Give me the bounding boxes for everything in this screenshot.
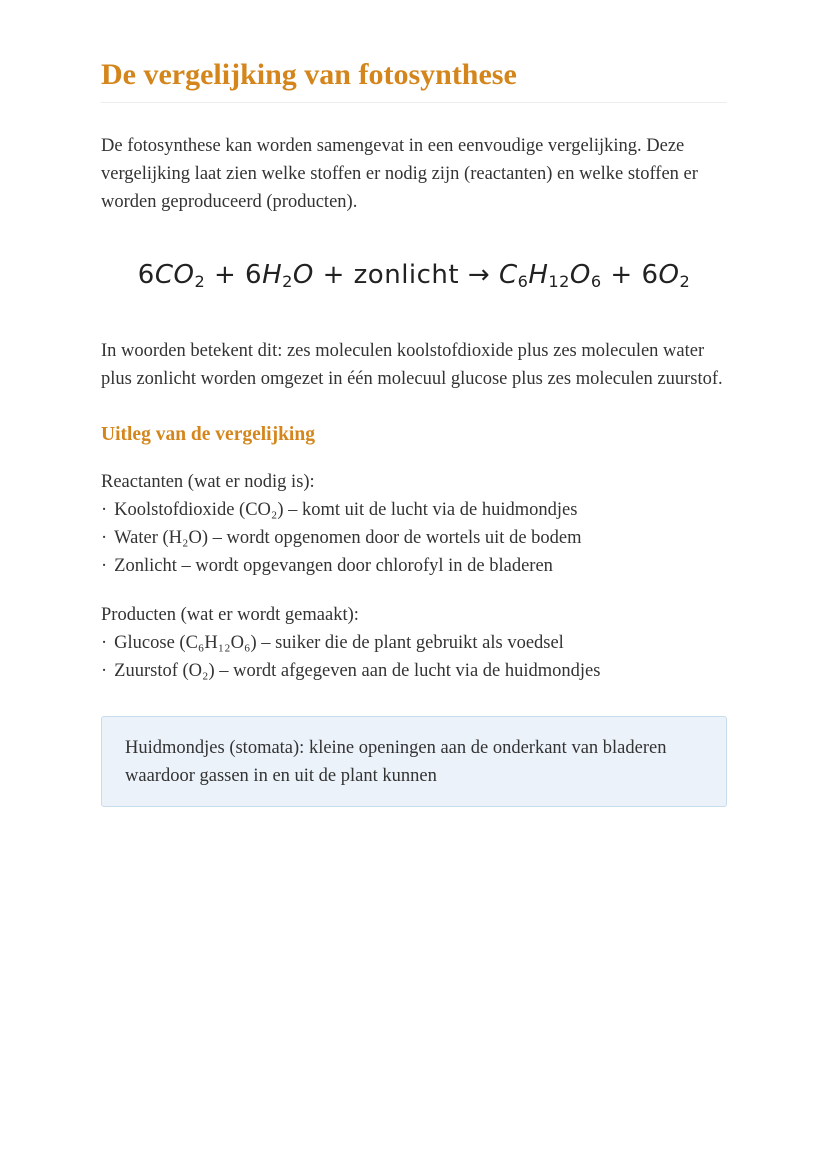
bullet-marker: ·	[101, 499, 108, 520]
products-group	[101, 601, 727, 685]
document-page	[101, 0, 727, 807]
section-heading: Uitleg van de vergelijking	[101, 423, 315, 445]
bullet-marker: ·	[101, 555, 108, 576]
products-list	[101, 629, 727, 685]
bullet-marker: ·	[101, 660, 108, 681]
products-lead: Producten (wat er wordt gemaakt):	[101, 604, 359, 625]
reactants-list	[101, 496, 727, 580]
list-item	[101, 496, 727, 524]
in-words-paragraph: In woorden betekent dit: zes moleculen koolstofdioxide plus zes moleculen water plus zonlicht worden omgezet in één molecuul glucose plus zes moleculen zuurstof.	[101, 340, 723, 389]
list-item-text: Koolstofdioxide (CO₂) – komt uit de lucht via de huidmondjes	[114, 499, 578, 520]
list-item-text: Water (H₂O) – wordt opgenomen door de wortels uit de bodem	[114, 527, 582, 548]
equation: $6CO_2 + 6H_2O$ + zonlicht → $C_6H_{12}O_6 + 6O_2$	[137, 259, 691, 291]
page-title: De vergelijking van fotosynthese	[101, 56, 727, 103]
note-box	[101, 716, 727, 807]
reactants-lead: Reactanten (wat er nodig is):	[101, 471, 315, 492]
intro-paragraph: De fotosynthese kan worden samengevat in een eenvoudige vergelijking. Deze vergelijking laat zien welke stoffen er nodig zijn (reactanten) en welke stoffen er worden geproduceerd (producten).	[101, 135, 698, 212]
reactants-group	[101, 468, 727, 580]
list-item-text: Zonlicht – wordt opgevangen door chlorofyl in de bladeren	[114, 555, 553, 576]
list-item	[101, 629, 727, 657]
list-item-text: Glucose (C₆H₁₂O₆) – suiker die de plant gebruikt als voedsel	[114, 632, 564, 653]
bullet-marker: ·	[101, 632, 108, 653]
list-item	[101, 657, 727, 685]
bullet-marker: ·	[101, 527, 108, 548]
list-item	[101, 524, 727, 552]
list-item	[101, 552, 727, 580]
list-item-text: Zuurstof (O₂) – wordt afgegeven aan de lucht via de huidmondjes	[114, 660, 601, 681]
note-text: Huidmondjes (stomata): kleine openingen aan de onderkant van bladeren waardoor gassen in en uit de plant kunnen	[125, 737, 667, 786]
